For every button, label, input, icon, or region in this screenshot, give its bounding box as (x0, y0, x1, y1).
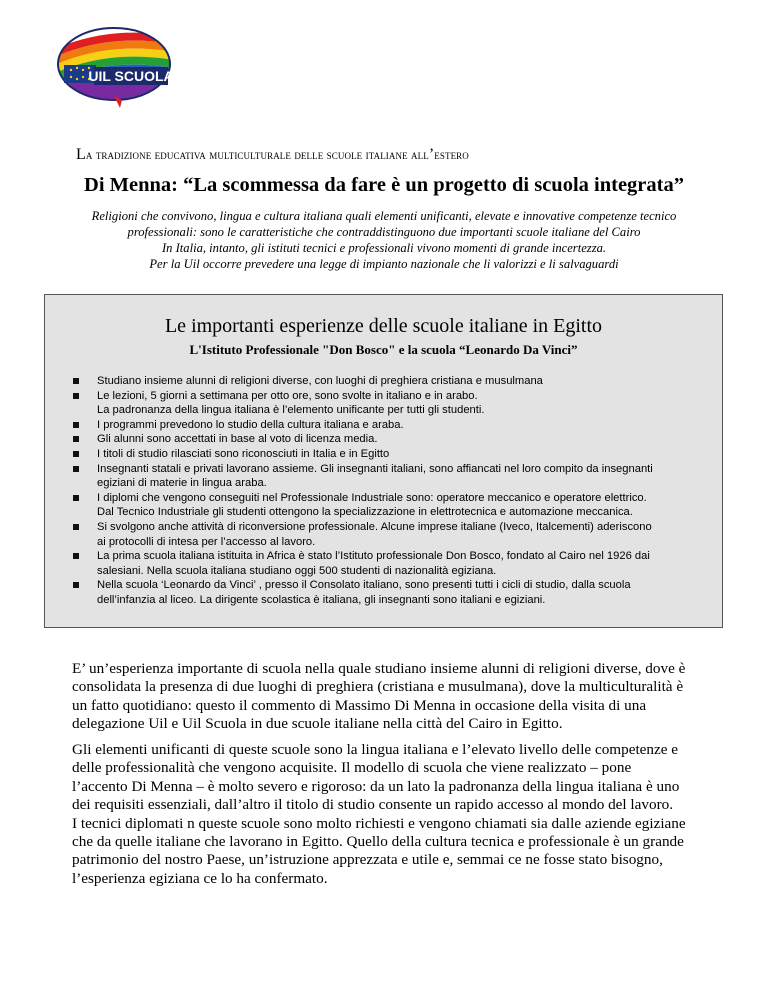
square-bullet-icon (73, 495, 79, 501)
svg-text:UIL SCUOLA: UIL SCUOLA (88, 68, 174, 84)
bullet-line: salesiani. Nella scuola italiana studiano oggi 500 studenti di nazionalità egiziana. (97, 564, 497, 577)
subheading-line: Per la Uil occorre prevedere una legge di impianto nazionale che li valorizzi e li salvaguardi (149, 257, 619, 271)
bullet-item (73, 549, 713, 578)
paragraph-2 (72, 741, 712, 888)
subheading-line: professionali: sono le caratteristiche che contraddistinguono due importanti scuole italiane del Cairo (127, 225, 641, 239)
bullet-line: I titoli di studio rilasciati sono riconosciuti in Italia e in Egitto (97, 447, 390, 460)
bullet-item (73, 374, 713, 389)
paragraph-line: consolidata la presenza di due luoghi di preghiera (cristiana e musulmana), dove la multiculturalità è (72, 678, 684, 696)
bullet-line: Gli alunni sono accettati in base al voto di licenza media. (97, 433, 378, 446)
subheading-line: Religioni che convivono, lingua e cultura italiana quali elementi unificanti, elevate e innovative competenze tecnico (91, 209, 677, 223)
bullet-item (73, 432, 713, 447)
paragraph-line: E’ un’esperienza importante di scuola nella quale studiano insieme alunni di religioni diverse, dove è (72, 660, 686, 677)
paragraph-line: un fatto quotidiano: questo il commento di Massimo Di Menna in occasione della visita di una (72, 696, 647, 714)
bullet-line: La padronanza della lingua italiana è l’elemento unificante per tutti gli studenti. (97, 404, 485, 417)
bullet-item (73, 418, 713, 433)
bullet-line: I diplomi che vengono conseguiti nel Professionale Industriale sono: operatore meccanico e operatore elettrico. (97, 491, 647, 504)
paragraph-line: dei requisiti essenziali, dall’altro il titolo di studio consente un rapido accesso al mondo del lavoro. (72, 796, 674, 814)
bullet-item (73, 462, 713, 491)
bullet-item (73, 578, 713, 607)
bullet-line: Insegnanti statali e privati lavorano assieme. Gli insegnanti italiani, sono affiancati nel loro compito da insegnanti (97, 462, 653, 475)
bullet-item (73, 491, 713, 520)
bullet-line: I programmi prevedono lo studio della cultura italiana e araba. (97, 418, 404, 431)
bullet-line: La prima scuola italiana istituita in Africa è stato l’Istituto professionale Don Bosco, fondato al Cairo nel 1926 dai (97, 550, 650, 563)
paragraph-line: Gli elementi unificanti di queste scuole sono la lingua italiana e l’elevato livello delle competenze e (72, 741, 679, 758)
bullet-list (73, 374, 713, 608)
subheading (20, 208, 748, 272)
headline: Di Menna: “La scommessa da fare è un progetto di scuola integrata” (84, 174, 684, 196)
subheading-line: In Italia, intanto, gli istituti tecnici e professionali vivono momenti di grande incertezza. (161, 241, 607, 255)
square-bullet-icon (73, 422, 79, 428)
bullet-item (73, 447, 713, 462)
bullet-line: egiziani di materie in lingua araba. (97, 477, 267, 490)
square-bullet-icon (73, 378, 79, 384)
paragraph-line: delle professionalità che vengono acquisite. Il modello di scuola che viene realizzato – pone (72, 759, 632, 777)
square-bullet-icon (73, 524, 79, 530)
paragraph-line: che da quelle italiane che lavorano in Egitto. Quello della cultura tecnica e professionale è un grande (72, 833, 684, 851)
square-bullet-icon (73, 553, 79, 559)
bullet-line: Le lezioni, 5 giorni a settimana per otto ore, sono svolte in italiano e in arabo. (97, 389, 478, 402)
box-title: Le importanti esperienze delle scuole italiane in Egitto (164, 315, 603, 337)
info-box (44, 294, 723, 628)
bullet-line: Nella scuola ‘Leonardo da Vinci’ , presso il Consolato italiano, sono presenti tutti i cicli di studio, dalla scuola (97, 579, 631, 592)
square-bullet-icon (73, 582, 79, 588)
uil-scuola-logo (44, 24, 174, 110)
paragraph-1 (72, 660, 712, 734)
paragraph-line: l’esperienza egiziana ce lo ha confermato. (72, 869, 328, 887)
bullet-item (73, 389, 713, 418)
square-bullet-icon (73, 393, 79, 399)
bullet-line: Si svolgono anche attività di riconversione professionale. Alcune imprese italiane (Iveco, Italcementi) aderiscono (97, 520, 652, 533)
box-subtitle: L'Istituto Professionale "Don Bosco" e la scuola “Leonardo Da Vinci” (189, 342, 578, 357)
square-bullet-icon (73, 436, 79, 442)
uil-scuola-logo-graphic (44, 24, 174, 110)
kicker: La tradizione educativa multiculturale delle scuole italiane all’estero (76, 146, 469, 163)
square-bullet-icon (73, 466, 79, 472)
paragraph-line: I tecnici diplomati n queste scuole sono molto richiesti e vengono chiamati sia dalle aziende egiziane (72, 814, 686, 832)
bullet-line: Dal Tecnico Industriale gli studenti ottengono la specializzazione in elettrotecnica e automazione meccanica. (97, 506, 633, 519)
square-bullet-icon (73, 451, 79, 457)
paragraph-line: l’accento Di Menna – è molto severo e rigoroso: da un lato la padronanza della lingua italiana è uno (72, 777, 680, 795)
bullet-line: dell’infanzia al liceo. La dirigente scolastica è italiana, gli insegnanti sono italiani e egiziani. (97, 593, 546, 606)
bullet-line: ai protocolli di intesa per l’accesso al lavoro. (97, 535, 316, 548)
bullet-line: Studiano insieme alunni di religioni diverse, con luoghi di preghiera cristiana e musulmana (97, 375, 543, 387)
paragraph-line: patrimonio del nostro Paese, un’istruzione apprezzata e utile e, semmai ce ne fosse stato bisogno, (72, 851, 663, 869)
bullet-item (73, 520, 713, 549)
paragraph-line: delegazione Uil e Uil Scuola in due scuole italiane nella città del Cairo in Egitto. (72, 715, 563, 733)
